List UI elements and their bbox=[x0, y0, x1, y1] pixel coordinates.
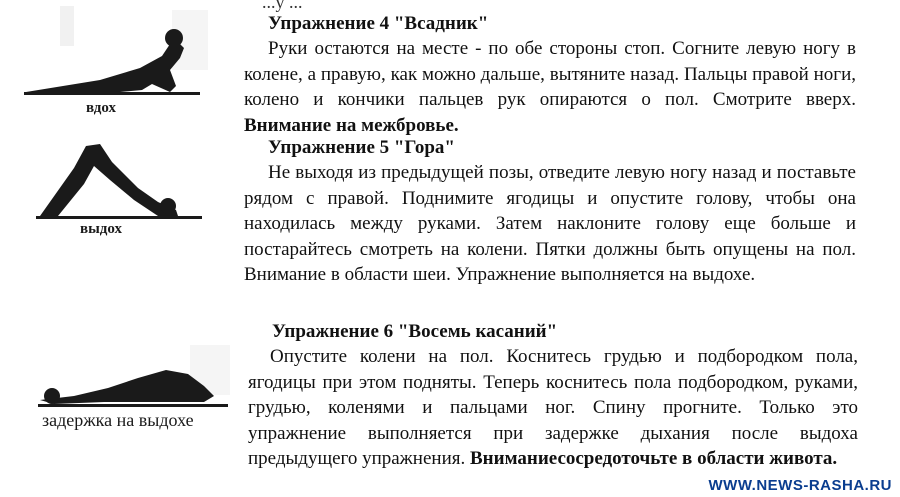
exercise-text bbox=[244, 160, 856, 288]
exercise-emphasis: Внимание на межбровье. bbox=[244, 114, 459, 136]
exercise-text bbox=[248, 344, 858, 472]
caption-hold: задержка на выдохе bbox=[42, 410, 194, 430]
exercise-text bbox=[244, 36, 856, 138]
caption-inhale: вдох bbox=[86, 100, 116, 116]
figure-mountain-pose bbox=[30, 140, 210, 220]
figure-rider-pose bbox=[20, 22, 220, 102]
exercise-title: Упражнение 6 "Восемь касаний" bbox=[272, 321, 558, 342]
exercise-body: Опустите колени на пол. Коснитесь грудью и подбородком пола, ягодицы при этом подняты. Теперь коснитесь пола подбородком, руками, грудью, коленями и пальцами ног. Спину прогните. Только это упражнение выполняется при задержке дыхания после выдоха предыдущего упражнения. bbox=[248, 346, 858, 469]
exercise-emphasis: Вниманиесосредоточьте в области живота. bbox=[470, 448, 838, 469]
exercise-5 bbox=[244, 136, 856, 288]
exercise-title: Упражнение 5 "Гора" bbox=[268, 137, 455, 158]
exercise-body: Не выходя из предыдущей позы, отведите левую ногу назад и поставьте рядом с правой. Поднимите ягодицы и опустите голову, чтобы она находилась между руками. Затем наклоните голову еще больше и постарайтесь смотреть на колени. Пятки должны быть опущены на пол. Внимание в области шеи. Упражнение выполняется на выдохе. bbox=[244, 162, 856, 285]
exercise-body: Руки остаются на месте - по обе стороны стоп. Согните левую ногу в колене, а правую, как можно дальше, вытяните назад. Пальцы правой ноги, колено и кончики пальцев рук опираются о пол. Смотрите вверх. bbox=[244, 38, 856, 110]
top-fragment: ...у ... bbox=[262, 0, 303, 12]
exercise-6 bbox=[248, 320, 858, 472]
exercise-4 bbox=[244, 12, 856, 138]
figure-eight-points-pose bbox=[34, 360, 234, 410]
exercise-title: Упражнение 4 "Всадник" bbox=[268, 13, 489, 34]
site-watermark: WWW.NEWS-RASHA.RU bbox=[708, 477, 892, 494]
caption-exhale: выдох bbox=[80, 221, 123, 237]
